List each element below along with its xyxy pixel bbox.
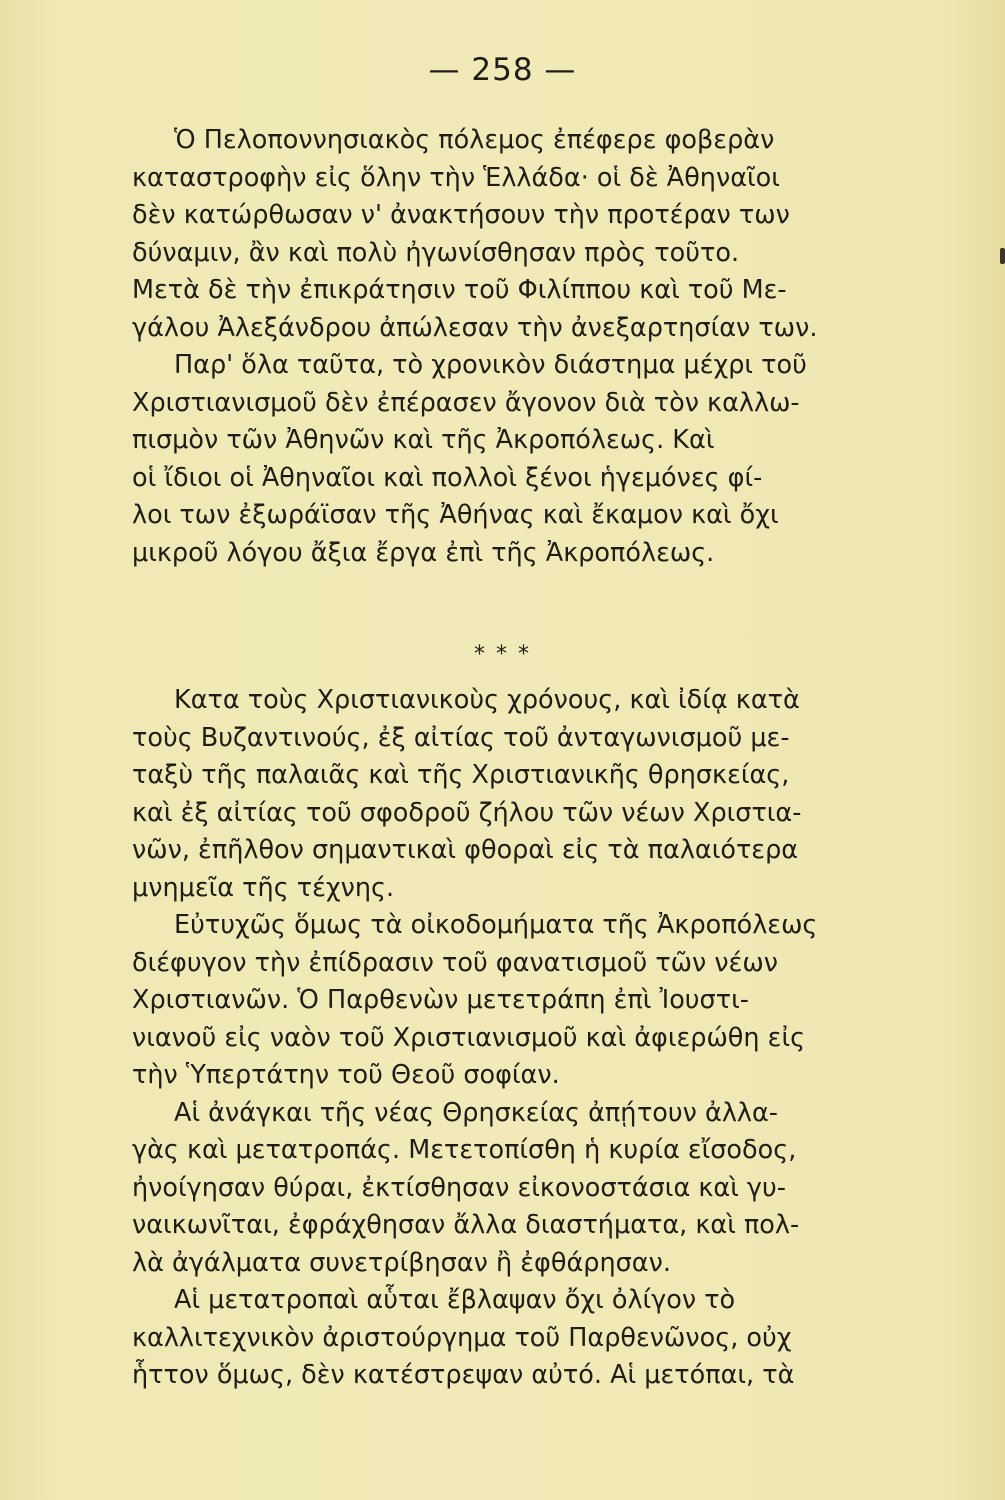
text-line: τοὺς Βυζαντινούς, ἐξ αἰτίας τοῦ ἀνταγωνισμοῦ με- <box>132 722 790 753</box>
text-line: Αἱ μετατροπαὶ αὗται ἔβλαψαν ὄχι ὀλίγον τὸ <box>174 1285 736 1315</box>
text-line: Κατα τοὺς Χριστιανικοὺς χρόνους, καὶ ἰδίᾳ κατὰ <box>174 685 800 715</box>
text-line: τὴν Ὑπερτάτην τοῦ Θεοῦ σοφίαν. <box>132 1060 560 1090</box>
text-line: Χριστιανισμοῦ δὲν ἐπέρασεν ἄγονον διὰ τὸν καλλω- <box>132 387 800 418</box>
section-1-text <box>132 122 940 572</box>
text-line: Παρ' ὅλα ταῦτα, τὸ χρονικὸν διάστημα μέχρι τοῦ <box>174 350 807 380</box>
text-line: ναικωνῖται, ἐφράχθησαν ἄλλα διαστήματα, καὶ πολ- <box>132 1210 800 1240</box>
text-line: καλλιτεχνικὸν ἀριστούργημα τοῦ Παρθενῶνος, οὐχ <box>132 1322 792 1353</box>
text-line: Εὐτυχῶς ὅμως τὰ οἰκοδομήματα τῆς Ἀκροπόλεως <box>174 910 818 940</box>
page-number: — 258 — <box>428 52 577 88</box>
page-edge-mark <box>1000 248 1005 264</box>
text-line: δὲν κατώρθωσαν ν' ἀνακτήσουν τὴν προτέραν των <box>132 200 790 230</box>
text-line: Μετὰ δὲ τὴν ἐπικράτησιν τοῦ Φιλίππου καὶ τοῦ Με- <box>132 275 787 305</box>
text-line: διέφυγον τὴν ἐπίδρασιν τοῦ φανατισμοῦ τῶν νέων <box>132 947 779 978</box>
text-line: νιανοῦ εἰς ναὸν τοῦ Χριστιανισμοῦ καὶ ἀφιερώθη εἰς <box>132 1022 806 1053</box>
text-line: λοι των ἐξωράϊσαν τῆς Ἀθήνας καὶ ἔκαμον καὶ ὄχι <box>132 500 779 530</box>
text-line: Αἱ ἀνάγκαι τῆς νέας Θρησκείας ἀπῄτουν ἀλλα- <box>174 1097 779 1128</box>
text-line: οἱ ἴδιοι οἱ Ἀθηναῖοι καὶ πολλοὶ ξένοι ἡγεμόνες φί- <box>132 462 763 493</box>
text-line: λὰ ἀγάλματα συνετρίβησαν ἢ ἐφθάρησαν. <box>132 1247 671 1278</box>
text-line: καὶ ἐξ αἰτίας τοῦ σφοδροῦ ζήλου τῶν νέων Χριστια- <box>132 797 802 828</box>
section-2-text <box>132 682 940 1395</box>
text-line: πισμὸν τῶν Ἀθηνῶν καὶ τῆς Ἀκροπόλεως. Καὶ <box>132 425 715 455</box>
text-line: γὰς καὶ μετατροπάς. Μετετοπίσθη ἡ κυρία εἴσοδος, <box>132 1135 797 1165</box>
text-line: νῶν, ἐπῆλθον σημαντικαὶ φθοραὶ εἰς τὰ παλαιότερα <box>132 835 799 865</box>
text-line: ἧττον ὅμως, δὲν κατέστρεψαν αὐτό. Αἱ μετόπαι, τὰ <box>132 1360 795 1390</box>
section-separator: * * * <box>474 642 531 667</box>
text-line: καταστροφὴν εἰς ὅλην τὴν Ἑλλάδα· οἱ δὲ Ἀθηναῖοι <box>132 162 780 193</box>
text-line: γάλου Ἀλεξάνδρου ἀπώλεσαν τὴν ἀνεξαρτησίαν των. <box>132 312 818 343</box>
text-line: Χριστιανῶν. Ὁ Παρθενὼν μετετράπη ἐπὶ Ἰουστι- <box>132 985 749 1015</box>
text-line: μικροῦ λόγου ἄξια ἔργα ἐπὶ τῆς Ἀκροπόλεως. <box>132 537 715 568</box>
text-line: Ὁ Πελοποννησιακὸς πόλεμος ἐπέφερε φοβερὰν <box>174 125 775 155</box>
text-line: δύναμιν, ἂν καὶ πολὺ ἠγωνίσθησαν πρὸς τοῦτο. <box>132 237 740 268</box>
text-line: μνημεῖα τῆς τέχνης. <box>132 872 395 903</box>
text-line: ταξὺ τῆς παλαιᾶς καὶ τῆς Χριστιανικῆς θρησκείας, <box>132 760 790 790</box>
text-line: ἠνοίγησαν θύραι, ἐκτίσθησαν εἰκονοστάσια καὶ γυ- <box>132 1172 786 1203</box>
